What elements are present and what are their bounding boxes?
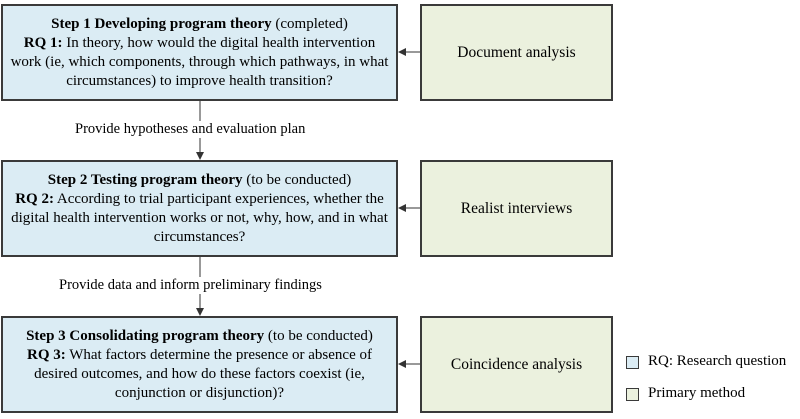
method-3-label: Coincidence analysis <box>450 355 583 373</box>
step-3-text <box>3 327 396 403</box>
step-2-text <box>3 171 396 247</box>
step-3-title: Step 3 Consolidating program theory <box>26 327 265 344</box>
rq-3-label: RQ 3: <box>27 346 66 363</box>
step-1-title: Step 1 Developing program theory <box>51 15 272 32</box>
step-2-box <box>1 160 398 257</box>
method-1-box <box>420 4 613 101</box>
rq-2-text: According to trial participant experiences, whether the digital health intervention works or not, why, how, and in what circumstances? <box>11 190 388 245</box>
rq-2-label: RQ 2: <box>15 190 54 207</box>
method-2-label: Realist interviews <box>460 199 573 217</box>
step-2-title: Step 2 Testing program theory <box>47 171 243 188</box>
rq-3-text: What factors determine the presence or absence of desired outcomes, and how do these factors coexist (ie, conjunction or disjunction)? <box>34 346 372 401</box>
legend-method-label: Primary method <box>648 385 746 401</box>
legend-rq-label: RQ: Research question <box>648 353 787 369</box>
step-1-text <box>3 15 396 91</box>
rq-1-label: RQ 1: <box>23 34 63 51</box>
transition-1-label: Provide hypotheses and evaluation plan <box>75 121 306 137</box>
step-2-status: (to be conducted) <box>242 171 352 188</box>
legend-method-swatch <box>626 388 639 401</box>
method-2-box <box>420 160 613 257</box>
legend-rq-swatch <box>626 356 639 369</box>
step-3-status: (to be conducted) <box>264 327 373 344</box>
step-1-status: (completed) <box>271 15 348 32</box>
rq-1-text: In theory, how would the digital health intervention work (ie, which components, through which pathways, in what circumstances) to improve health transition? <box>10 34 389 89</box>
step-1-box <box>1 4 398 101</box>
transition-2-label: Provide data and inform preliminary findings <box>59 277 322 293</box>
method-1-label: Document analysis <box>457 43 576 61</box>
step-3-box <box>1 316 398 413</box>
method-3-box <box>420 316 613 413</box>
